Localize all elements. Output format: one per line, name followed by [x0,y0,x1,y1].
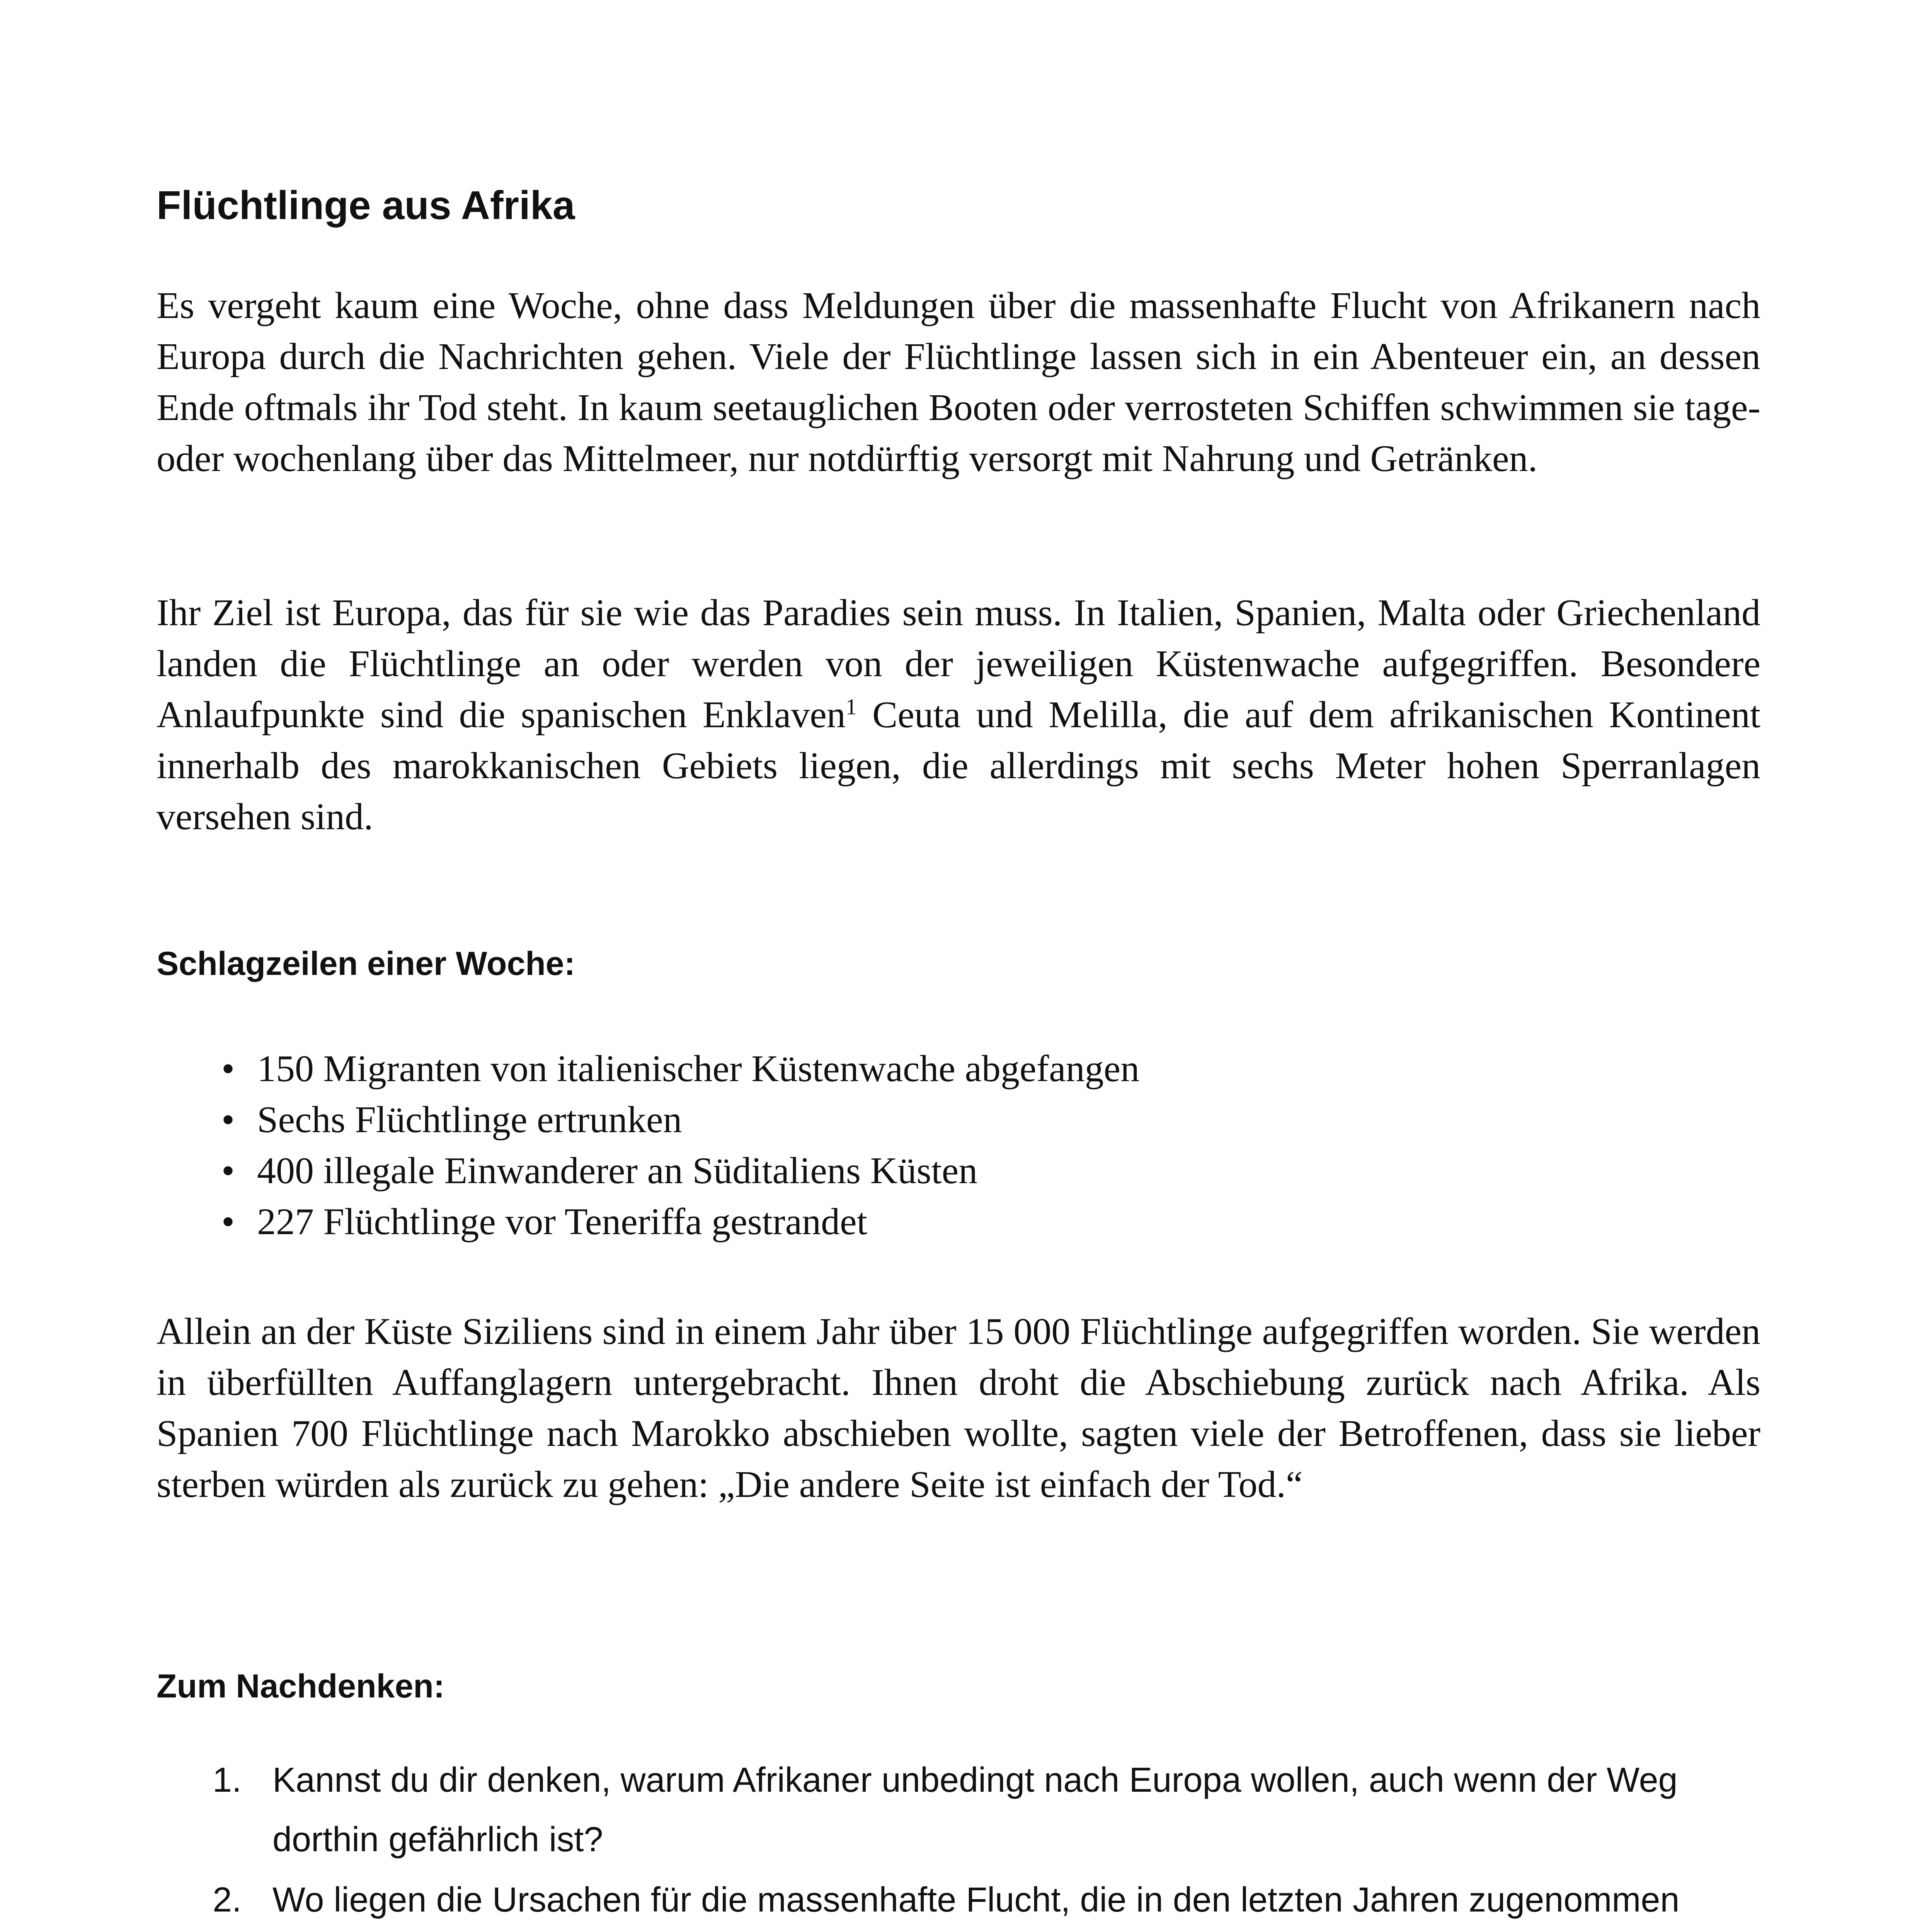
question-text: Wo liegen die Ursachen für die massenhafte Flucht, die in den letzten Jahren zugenommen [272,1881,1680,1919]
question-number: 1. [213,1761,242,1799]
bullet-icon: • [221,1150,235,1192]
destination-text-end: Ceuta und Melilla, die auf dem afrikanischen Kontinent innerhalb des marokkanischen Gebiets liegen, die allerdings mit sechs Meter hohen Sperranlagen versehen sind. [157,694,1760,838]
headline-text: 400 illegale Einwanderer an Süditaliens Küsten [257,1150,978,1192]
bullet-icon: • [221,1099,235,1141]
headlines-heading: Schlagzeilen einer Woche: [157,945,575,982]
headlines-list [216,1043,1139,1247]
reflection-heading: Zum Nachdenken: [157,1668,445,1705]
headline-text: 150 Migranten von italienischer Küstenwache abgefangen [257,1048,1140,1090]
sicily-paragraph: Allein an der Küste Siziliens sind in einem Jahr über 15 000 Flüchtlinge aufgegriffen worden. Sie werden in überfüllten Auffanglagern untergebracht. Ihnen droht die Abschiebung zurück nach Afrika. Als Spanien 700 Flüchtlinge nach Marokko abschieben wollte, sagten viele der Betroffenen, dass sie lieber sterben würden als zurück zu gehen: „Die andere Seite ist einfach der Tod.“ [157,1311,1760,1505]
question-text: Kannst du dir denken, warum Afrikaner unbedingt nach Europa wollen, auch wenn der Weg dorthin gefährlich ist? [272,1761,1678,1859]
headline-text: Sechs Flüchtlinge ertrunken [257,1099,682,1141]
destination-text-start: Ihr Ziel ist Europa, das für sie wie das Paradies sein muss. In Italien, Spanien, Malta oder Griechenland landen die Flüchtlinge an oder werden von der jeweiligen Küstenwache aufgegriffen. Besondere Anlaufpunkte sind die spanischen Enklaven [157,592,1760,736]
list-item [216,1145,1139,1196]
list-item [216,1043,1139,1094]
list-item [213,1870,1739,1932]
intro-paragraph: Es vergeht kaum eine Woche, ohne dass Meldungen über die massenhafte Flucht von Afrikanern nach Europa durch die Nachrichten gehen. Viele der Flüchtlinge lassen sich in ein Abenteuer ein, an dessen Ende oftmals ihr Tod steht. In kaum seetauglichen Booten oder verrosteten Schiffen schwimmen sie tage- oder wochenlang über das Mittelmeer, nur notdürftig versorgt mit Nahrung und Getränken. [157,285,1760,480]
bullet-icon: • [221,1201,235,1243]
destination-paragraph [157,587,1760,842]
reflection-questions [213,1750,1739,1932]
bullet-icon: • [221,1048,235,1090]
page-title: Flüchtlinge aus Afrika [157,183,575,228]
headline-text: 227 Flüchtlinge vor Teneriffa gestrandet [257,1201,867,1243]
list-item [213,1750,1739,1869]
footnote-reference: 1 [845,694,857,719]
list-item [216,1094,1139,1145]
question-number: 2. [213,1881,242,1919]
list-item [216,1196,1139,1247]
